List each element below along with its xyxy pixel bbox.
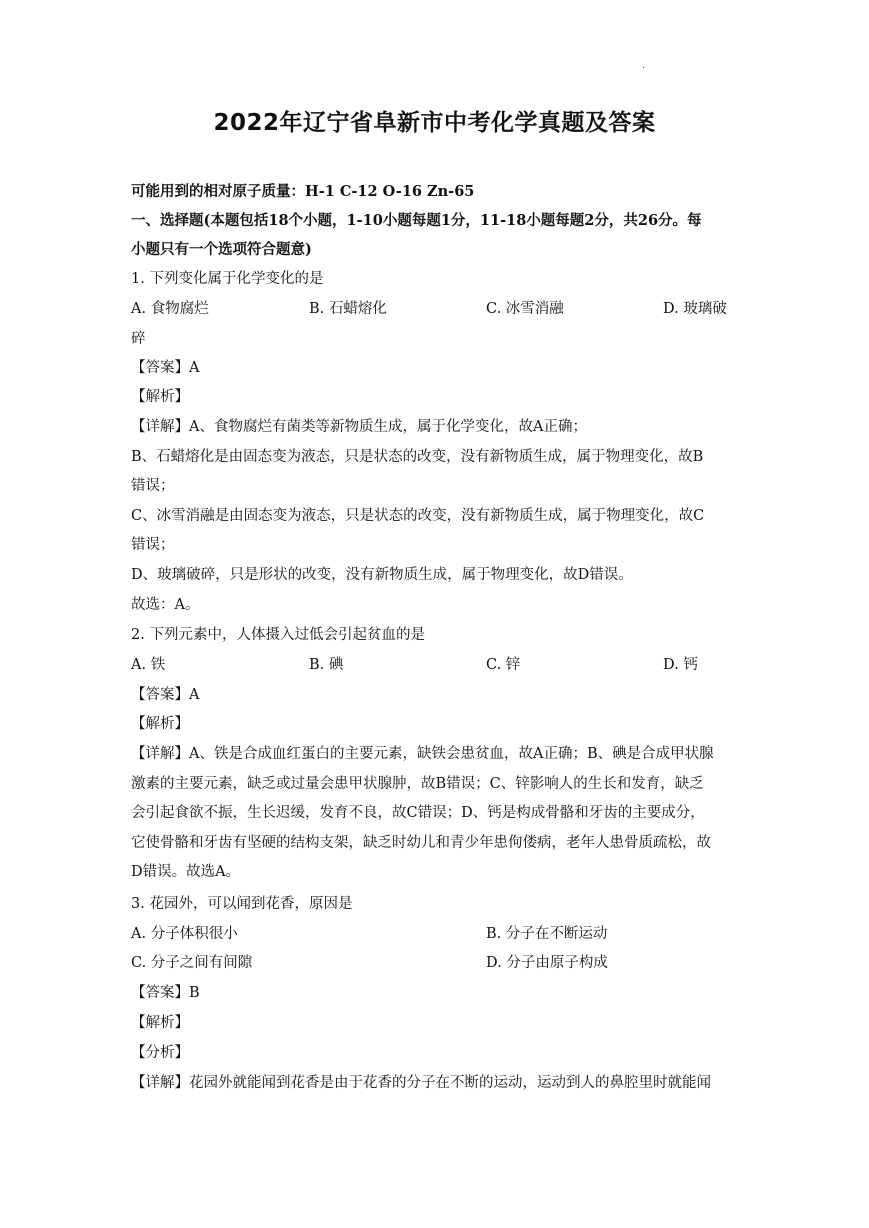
q1-detail-line: D、玻璃破碎，只是形状的改变，没有新物质生成，属于物理变化，故D错误。	[131, 567, 633, 583]
q1-detail-line: C、冰雪消融是由固态变为液态，只是状态的改变，没有新物质生成，属于物理变化，故C	[131, 508, 705, 524]
q3-detail-line: 【详解】花园外就能闻到花香是由于花香的分子在不断的运动，运动到人的鼻腔里时就能闻	[131, 1075, 711, 1091]
q2-detail-line: D错误。故选A。	[131, 864, 241, 880]
q1-detail-line: B、石蜡熔化是由固态变为液态，只是状态的改变，没有新物质生成，属于物理变化，故B	[131, 449, 704, 465]
q3-answer: 【答案】B	[131, 985, 200, 1001]
q3-fenxi-label: 【分析】	[131, 1045, 189, 1061]
q2-option-b: B. 碘	[309, 657, 344, 673]
section-heading-line-1: 一、选择题(本题包括18个小题，1-10小题每题1分，11-18小题每题2分，共26分。每	[131, 212, 702, 229]
q2-option-d: D. 钙	[663, 657, 698, 673]
q1-conclusion: 故选：A。	[131, 597, 200, 613]
q2-answer: 【答案】A	[131, 687, 200, 703]
q2-detail-line: 它使骨骼和牙齿有坚硬的结构支架，缺乏时幼儿和青少年患佝偻病，老年人患骨质疏松，故	[131, 835, 711, 851]
q3-option-c: C. 分子之间有间隙	[131, 955, 253, 971]
q2-detail-line: 会引起食欲不振，生长迟缓，发育不良，故C错误；D、钙是构成骨骼和牙齿的主要成分，	[131, 805, 705, 821]
q1-stem: 1. 下列变化属于化学变化的是	[131, 271, 324, 287]
q1-detail-line: 错误；	[131, 478, 175, 494]
atomic-masses-line: 可能用到的相对原子质量：H-1 C-12 O-16 Zn-65	[131, 183, 475, 200]
section-heading-line-2: 小题只有一个选项符合题意)	[131, 241, 312, 258]
q1-option-wrap: 碎	[131, 331, 146, 347]
q2-option-c: C. 锌	[486, 657, 521, 673]
q1-option-d: D. 玻璃破	[663, 301, 727, 317]
q2-detail-line: 激素的主要元素，缺乏或过量会患甲状腺肿，故B错误；C、锌影响人的生长和发育，缺乏	[131, 776, 704, 792]
q1-option-a: A. 食物腐烂	[131, 301, 209, 317]
q1-analysis-label: 【解析】	[131, 389, 189, 405]
page-title: 2022年辽宁省阜新市中考化学真题及答案	[213, 110, 656, 136]
q3-option-b: B. 分子在不断运动	[486, 926, 608, 942]
q3-analysis-label: 【解析】	[131, 1015, 189, 1031]
q1-detail-line: 【详解】A、食物腐烂有菌类等新物质生成，属于化学变化，故A正确；	[131, 419, 587, 435]
q1-option-b: B. 石蜡熔化	[309, 301, 387, 317]
q1-option-c: C. 冰雪消融	[486, 301, 564, 317]
q3-stem: 3. 花园外，可以闻到花香，原因是	[131, 896, 353, 912]
page-dot: .	[642, 60, 646, 71]
q3-option-a: A. 分子体积很小	[131, 926, 238, 942]
q2-detail-line: 【详解】A、铁是合成血红蛋白的主要元素，缺铁会患贫血，故A正确；B、碘是合成甲状腺	[131, 746, 714, 762]
q2-option-a: A. 铁	[131, 657, 166, 673]
q1-answer: 【答案】A	[131, 360, 200, 376]
q1-detail-line: 错误；	[131, 537, 175, 553]
q2-analysis-label: 【解析】	[131, 716, 189, 732]
q2-stem: 2. 下列元素中，人体摄入过低会引起贫血的是	[131, 627, 425, 643]
q3-option-d: D. 分子由原子构成	[486, 955, 608, 971]
